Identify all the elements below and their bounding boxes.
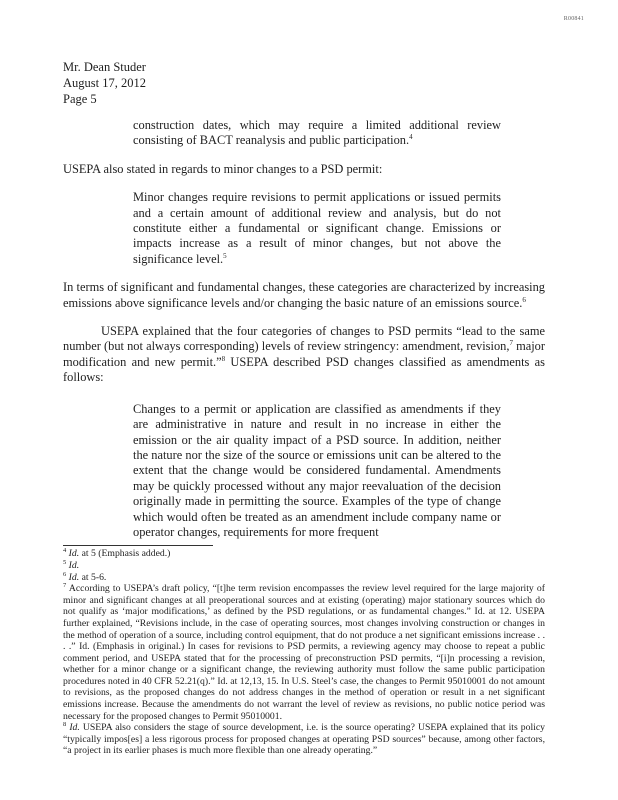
block-quote-amendments: Changes to a permit or application are classified as amendments if they are administrative in nature and result in no increase in either the emission or the air quality impact of a PSD source. In addition, neither the nature nor the size of the source or emissions unit can be altered to the extent that the change would be considered fundamental. Amendments may be quickly processed without any major reevaluation of the decision originally made in permitting the source. Examples of the type of change which would often be treated as an amendment include company name or operator changes, requirements for more frequent: [133, 401, 501, 539]
paragraph-minor-changes-intro: USEPA also stated in regards to minor changes to a PSD permit:: [63, 161, 383, 176]
block-quote-minor-changes: [133, 190, 501, 267]
footnote-cite: Id.: [68, 559, 80, 571]
footnote-ref: 8: [221, 354, 226, 363]
paragraph-text: In terms of significant and fundamental changes, these categories are characterized by increasing emissions above significance levels and/or changing the basic nature of an emissions source.: [63, 280, 545, 310]
footnote-number: 4: [63, 547, 67, 555]
footnote-4: [63, 548, 545, 560]
letter-body: [63, 118, 545, 757]
recipient-name: Mr. Dean Studer: [63, 60, 146, 74]
bates-number: R00841: [563, 16, 584, 22]
footnote-cite: Id.: [69, 722, 80, 734]
block-quote-continued: [133, 118, 501, 149]
footnote-cite: Id.: [68, 571, 80, 583]
footnote-ref: 4: [409, 133, 413, 142]
footnote-5: [63, 560, 545, 572]
paragraph-text: major modification and new permit.”: [63, 339, 546, 369]
footnote-divider: [63, 545, 213, 546]
footnote-8: [63, 722, 545, 757]
footnotes: [63, 548, 545, 757]
footnote-cite: Id.: [68, 548, 80, 560]
footnote-text: at 5 (Emphasis added.): [79, 548, 171, 560]
footnote-number: 6: [63, 570, 67, 578]
quote-text: Minor changes require revisions to permit applications or issued permits and a certain amount of additional review and analysis, but do not constitute either a fundamental or significant change. Emissions or impacts increase as a result of minor changes, but not above the significance level.: [133, 190, 501, 266]
footnote-number: 7: [63, 581, 67, 589]
footnote-text: USEPA also considers the stage of source development, i.e. is the source operating? USEPA explained that its policy “typically impos[es] a less rigorous process for proposed changes at operating PSD sources” because, among other factors, “a project in its earlier phases is much more flexible than one already operating.”: [63, 722, 545, 757]
quote-text: construction dates, which may require a limited additional review consisting of BACT reanalysis and public participation.: [133, 118, 501, 148]
footnote-number: 8: [63, 721, 67, 729]
page-number: Page 5: [63, 92, 97, 106]
footnote-ref: 7: [509, 339, 513, 348]
letter-date: August 17, 2012: [63, 76, 146, 90]
letter-header: [63, 59, 146, 107]
footnote-text: at 5-6.: [79, 571, 107, 583]
footnote-number: 5: [63, 558, 67, 566]
footnote-text: According to USEPA’s draft policy, “[t]he term revision encompasses the review level required for the large majority of minor and significant changes at all preoperational sources and at existing (operating) major stationary sources which do not qualify as ‘major modifications,’ as defined by the PSD regulations, or as fundamental changes.” Id. at 12. USEPA further explained, “Revisions include, in the case of operating sources, most changes involving construction or changes in the method of operation of a source, including control equipment, that do not produce a net significant emissions increase . . . .” Id. (Emphasis in original.) In cases for revisions to PSD permits, a reviewing agency may choose to repeat a public comment period, and USEPA stated that for the processing of preconstruction PSD permits, “[i]n processing a revision, whether for a minor change or a significant change, the reviewing authority must follow the same public participation procedures noted in 40 CFR 52.21(q).” Id. at 12,13, 15. In U.S. Steel’s case, the changes to Permit 95010001 do not amount to revisions, as the proposed changes do not address changes in the method of operation or result in a net significant emissions increase. Because the amendments do not warrant the level of review as revisions, no public notice period was necessary for the proposed changes to Permit 95010001.: [63, 583, 545, 722]
paragraph-text: USEPA explained that the four categories of changes to PSD permits “lead to the same number (but not always corresponding) levels of review stringency: amendment, revision,: [63, 324, 545, 354]
paragraph-significant-changes: [63, 280, 545, 311]
paragraph-text: USEPA described PSD changes classified as amendments as follows:: [63, 354, 545, 385]
footnote-ref: 6: [522, 295, 526, 304]
footnote-6: [63, 572, 545, 584]
paragraph-four-categories: [63, 324, 545, 386]
footnote-ref: 5: [223, 251, 227, 260]
footnote-7: [63, 583, 545, 722]
